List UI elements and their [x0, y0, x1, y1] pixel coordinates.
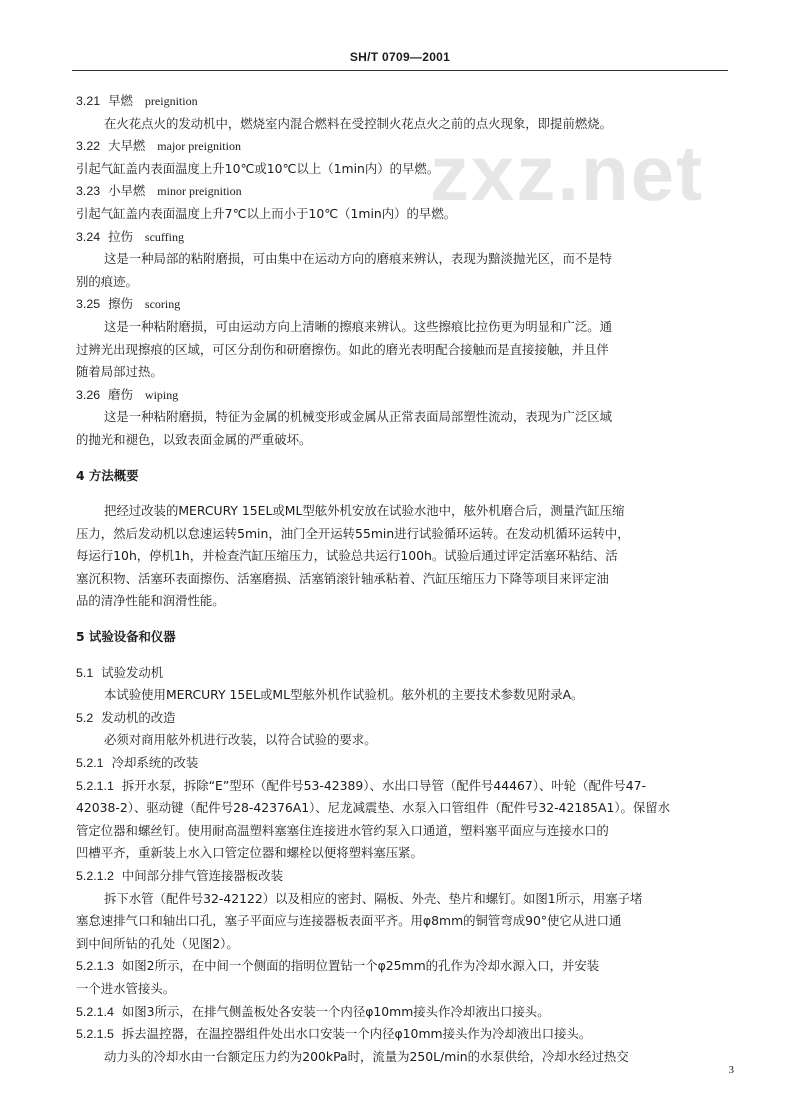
- paragraph-line: 42038-2）、驱动键（配件号28-42376A1）、尼龙减震垫、水泵入口管组件（配件号32-42185A1）。保留水: [76, 800, 671, 816]
- paragraph-line: 一个进水管接头。: [76, 980, 176, 996]
- subsection-heading: 5.2 发动机的改造: [76, 709, 176, 725]
- definition-text: 引起气缸盖内表面温度上升10℃或10℃以上（1min内）的早燃。: [76, 160, 440, 176]
- watermark: zxz.net: [430, 129, 705, 217]
- definition-text: 别的痕迹。: [76, 273, 138, 289]
- paragraph-line: 品的清净性能和润滑性能。: [76, 593, 225, 609]
- definition-heading: 3.21 早燃 preignition: [76, 93, 198, 108]
- definition-heading: 3.25 擦伤 scoring: [76, 296, 181, 312]
- paragraph-line: 塞怠速排气口和轴出口孔，塞子平面应与连接器板表面平齐。用φ8mm的铜管弯成90°使它从进口通: [76, 913, 622, 929]
- paragraph-line: 到中间所钻的孔处（见图2）。: [76, 935, 239, 951]
- page-header: SH/T 0709—2001: [349, 50, 451, 64]
- paragraph-line: 必须对商用舷外机进行改装，以符合试验的要求。: [104, 732, 377, 748]
- page-number: 3: [728, 1064, 734, 1076]
- definition-heading: 3.22 大早燃 major preignition: [76, 138, 241, 154]
- definition-text: 这是一种粘附磨损，可由运动方向上清晰的擦痕来辨认。这些擦痕比拉伤更为明显和广泛。通: [104, 318, 613, 334]
- subsection-heading: 5.2.1.2 中间部分排气管连接器板改装: [76, 868, 283, 883]
- clause-line: 5.2.1.1 拆开水泵，拆除“E”型环（配件号53-42389）、水出口导管（配件号44467）、叶轮（配件号47-: [76, 777, 646, 793]
- paragraph-line: 动力头的冷却水由一台额定压力约为200kPa时，流量为250L/min的水泵供给，冷却水经过热交: [104, 1048, 629, 1064]
- clause-line: 5.2.1.3 如图2所示，在中间一个侧面的指明位置钻一个φ25mm的孔作为冷却水源入口，并安装: [76, 958, 600, 974]
- header-rule: [72, 70, 728, 71]
- definition-text: 在火花点火的发动机中，燃烧室内混合燃料在受控制火花点火之前的点火现象，即提前燃烧。: [104, 115, 613, 131]
- paragraph-line: 压力，然后发动机以怠速运转5min，油门全开运转55min进行试验循环运转。在发动机循环运转中，: [76, 525, 630, 541]
- definition-heading: 3.26 磨伤 wiping: [76, 386, 179, 402]
- paragraph-line: 本试验使用MERCURY 15EL或ML型舷外机作试验机。舷外机的主要技术参数见附录A。: [104, 687, 584, 703]
- paragraph-line: 塞沉积物、活塞环表面擦伤、活塞磨损、活塞销滚针轴承粘着、汽缸压缩压力下降等项目来评定油: [76, 570, 609, 586]
- subsection-heading: 5.2.1 冷却系统的改装: [76, 755, 199, 771]
- paragraph-line: 拆下水管（配件号32-42122）以及相应的密封、隔板、外壳、垫片和螺钉。如图1所示，用塞子堵: [104, 890, 643, 906]
- paragraph-line: 每运行10h，停机1h，并检查汽缸压缩压力，试验总共运行100h。试验后通过评定活塞环粘结、活: [76, 548, 618, 564]
- paragraph-line: 凹槽平齐，重新装上水入口管定位器和螺栓以便将塑料塞压紧。: [76, 845, 423, 861]
- definition-text: 过辨光出现擦痕的区域，可区分刮伤和研磨擦伤。如此的磨光表明配合接触而是直接接触，并且伴: [76, 341, 609, 357]
- section-heading: 4 方法概要: [76, 467, 139, 483]
- definition-text: 引起气缸盖内表面温度上升7℃以上而小于10℃（1min内）的早燃。: [76, 205, 457, 221]
- paragraph-line: 把经过改装的MERCURY 15EL或ML型舷外机安放在试验水池中，舷外机磨合后，测量汽缸压缩: [104, 503, 625, 519]
- definition-heading: 3.24 拉伤 scuffing: [76, 228, 185, 244]
- definition-text: 的抛光和褪色，以致表面金属的严重破坏。: [76, 431, 312, 447]
- section-heading: 5 试验设备和仪器: [76, 629, 176, 645]
- definition-heading: 3.23 小早燃 minor preignition: [76, 183, 242, 199]
- definition-text: 这是一种粘附磨损，特征为金属的机械变形或金属从正常表面局部塑性流动，表现为广泛区域: [104, 409, 613, 425]
- definition-text: 这是一种局部的粘附磨损，可由集中在运动方向的磨痕来辨认，表现为黯淡抛光区，而不是特: [104, 251, 613, 267]
- page-content: [76, 90, 736, 1068]
- paragraph-line: 管定位器和螺丝钉。使用耐高温塑料塞塞住连接进水管约泵入口通道，塑料塞平面应与连接水口的: [76, 822, 609, 838]
- clause-line: 5.2.1.4 如图3所示，在排气侧盖板处各安装一个内径φ10mm接头作冷却液出口接头。: [76, 1003, 550, 1019]
- definition-text: 随着局部过热。: [76, 364, 163, 380]
- clause-line: 5.2.1.5 拆去温控器，在温控器组件处出水口安装一个内径φ10mm接头作为冷却液出口接头。: [76, 1026, 592, 1042]
- subsection-heading: 5.1 试验发动机: [76, 664, 164, 680]
